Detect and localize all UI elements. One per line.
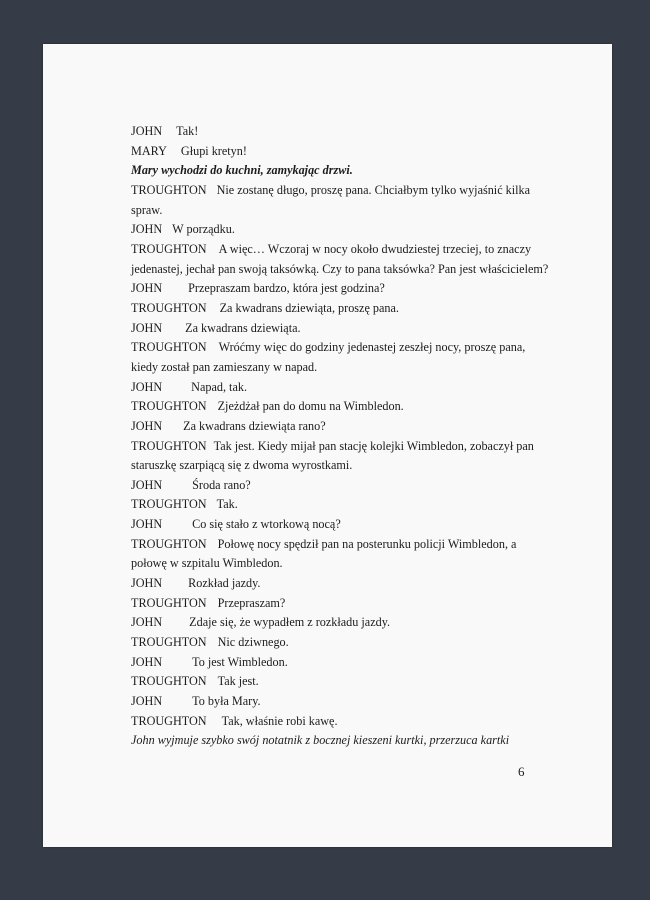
dialogue-continuation: kiedy został pan zamieszany w napad. bbox=[131, 359, 318, 374]
dialogue-text: Tak, właśnie robi kawę. bbox=[221, 713, 338, 728]
script-body bbox=[131, 122, 551, 751]
dialogue-line bbox=[131, 692, 551, 712]
speaker-name: TROUGHTON bbox=[131, 399, 207, 414]
dialogue-text: W porządku. bbox=[172, 222, 235, 237]
stage-direction: Mary wychodzi do kuchni, zamykając drzwi. bbox=[131, 163, 353, 178]
speaker-name: JOHN bbox=[131, 694, 163, 709]
dialogue-line bbox=[131, 299, 551, 319]
speaker-name: TROUGHTON bbox=[131, 713, 207, 728]
dialogue-text: Za kwadrans dziewiąta, proszę pana. bbox=[219, 300, 399, 315]
dialogue-text: Przepraszam? bbox=[217, 595, 286, 610]
script-page bbox=[43, 44, 612, 847]
dialogue-line bbox=[131, 220, 551, 240]
dialogue-text: Tak! bbox=[176, 124, 199, 138]
speaker-name: JOHN bbox=[131, 124, 163, 138]
speaker-name: JOHN bbox=[131, 320, 163, 335]
stage-direction: John wyjmuje szybko swój notatnik z bocznej kieszeni kurtki, przerzuca kartki bbox=[131, 733, 510, 748]
speaker-name: TROUGHTON bbox=[131, 340, 207, 355]
dialogue-text: Nie zostanę długo, proszę pana. Chciałbym tylko wyjaśnić kilka bbox=[216, 182, 531, 197]
speaker-name: TROUGHTON bbox=[131, 241, 207, 256]
dialogue-text: A więc… Wczoraj w nocy około dwudziestej trzeciej, to znaczy bbox=[218, 241, 532, 256]
dialogue-line bbox=[131, 279, 551, 299]
speaker-name: TROUGHTON bbox=[131, 595, 207, 610]
dialogue-text: Nic dziwnego. bbox=[217, 635, 289, 650]
dialogue-continuation: staruszkę szarpiącą się z dwoma wyrostkami. bbox=[131, 458, 353, 473]
dialogue-line bbox=[131, 672, 551, 692]
dialogue-line bbox=[131, 515, 551, 535]
dialogue-line bbox=[131, 181, 551, 201]
dialogue-text: Zjeżdżał pan do domu na Wimbledon. bbox=[217, 399, 404, 414]
speaker-name: JOHN bbox=[131, 576, 163, 591]
speaker-name: MARY bbox=[131, 143, 167, 158]
dialogue-text: Środa rano? bbox=[192, 477, 251, 492]
dialogue-text: Co się stało z wtorkową nocą? bbox=[192, 517, 341, 532]
dialogue-text: Tak. bbox=[216, 497, 238, 512]
dialogue-line bbox=[131, 574, 551, 594]
dialogue-text: Rozkład jazdy. bbox=[188, 576, 261, 591]
speaker-name: TROUGHTON bbox=[131, 438, 207, 453]
dialogue-line bbox=[131, 594, 551, 614]
dialogue-line bbox=[131, 633, 551, 653]
dialogue-line bbox=[131, 653, 551, 673]
speaker-name: JOHN bbox=[131, 222, 163, 237]
dialogue-line bbox=[131, 319, 551, 339]
dialogue-line bbox=[131, 378, 551, 398]
dialogue-line bbox=[131, 613, 551, 633]
dialogue-text: Za kwadrans dziewiąta. bbox=[185, 320, 301, 335]
dialogue-line bbox=[131, 495, 551, 515]
dialogue-text: Głupi kretyn! bbox=[180, 143, 247, 158]
speaker-name: JOHN bbox=[131, 654, 163, 669]
dialogue-line bbox=[131, 417, 551, 437]
speaker-name: TROUGHTON bbox=[131, 674, 207, 689]
dialogue-line bbox=[131, 437, 551, 457]
dialogue-continuation: połowę w szpitalu Wimbledon. bbox=[131, 556, 283, 571]
dialogue-text: Tak jest. Kiedy mijał pan stację kolejki Wimbledon, zobaczył pan bbox=[213, 438, 534, 453]
speaker-name: JOHN bbox=[131, 379, 163, 394]
speaker-name: JOHN bbox=[131, 281, 163, 296]
dialogue-line bbox=[131, 142, 551, 162]
dialogue-text: Zdaje się, że wypadłem z rozkładu jazdy. bbox=[189, 615, 391, 630]
dialogue-text: To była Mary. bbox=[192, 694, 261, 709]
speaker-name: TROUGHTON bbox=[131, 497, 207, 512]
speaker-name: JOHN bbox=[131, 517, 163, 532]
dialogue-text: Połowę nocy spędził pan na posterunku policji Wimbledon, a bbox=[217, 536, 517, 551]
dialogue-line bbox=[131, 240, 551, 260]
dialogue-text: Tak jest. bbox=[217, 674, 259, 689]
speaker-name: JOHN bbox=[131, 615, 163, 630]
dialogue-text: To jest Wimbledon. bbox=[192, 654, 288, 669]
speaker-name: TROUGHTON bbox=[131, 536, 207, 551]
dialogue-line bbox=[131, 476, 551, 496]
dialogue-line bbox=[131, 712, 551, 732]
speaker-name: JOHN bbox=[131, 418, 163, 433]
dialogue-text: Napad, tak. bbox=[191, 379, 247, 394]
dialogue-continuation: jedenastej, jechał pan swoją taksówką. Czy to pana taksówka? Pan jest właścicielem? bbox=[131, 261, 549, 276]
dialogue-text: Wróćmy więc do godziny jedenastej zeszłej nocy, proszę pana, bbox=[218, 340, 526, 355]
dialogue-line bbox=[131, 122, 551, 142]
dialogue-text: Za kwadrans dziewiąta rano? bbox=[183, 418, 326, 433]
speaker-name: JOHN bbox=[131, 477, 163, 492]
speaker-name: TROUGHTON bbox=[131, 300, 207, 315]
dialogue-text: Przepraszam bardzo, która jest godzina? bbox=[188, 281, 385, 296]
speaker-name: TROUGHTON bbox=[131, 182, 207, 197]
dialogue-line bbox=[131, 397, 551, 417]
dialogue-line bbox=[131, 535, 551, 555]
speaker-name: TROUGHTON bbox=[131, 635, 207, 650]
dialogue-line bbox=[131, 338, 551, 358]
dialogue-continuation: spraw. bbox=[131, 202, 163, 217]
page-number: 6 bbox=[518, 764, 525, 779]
